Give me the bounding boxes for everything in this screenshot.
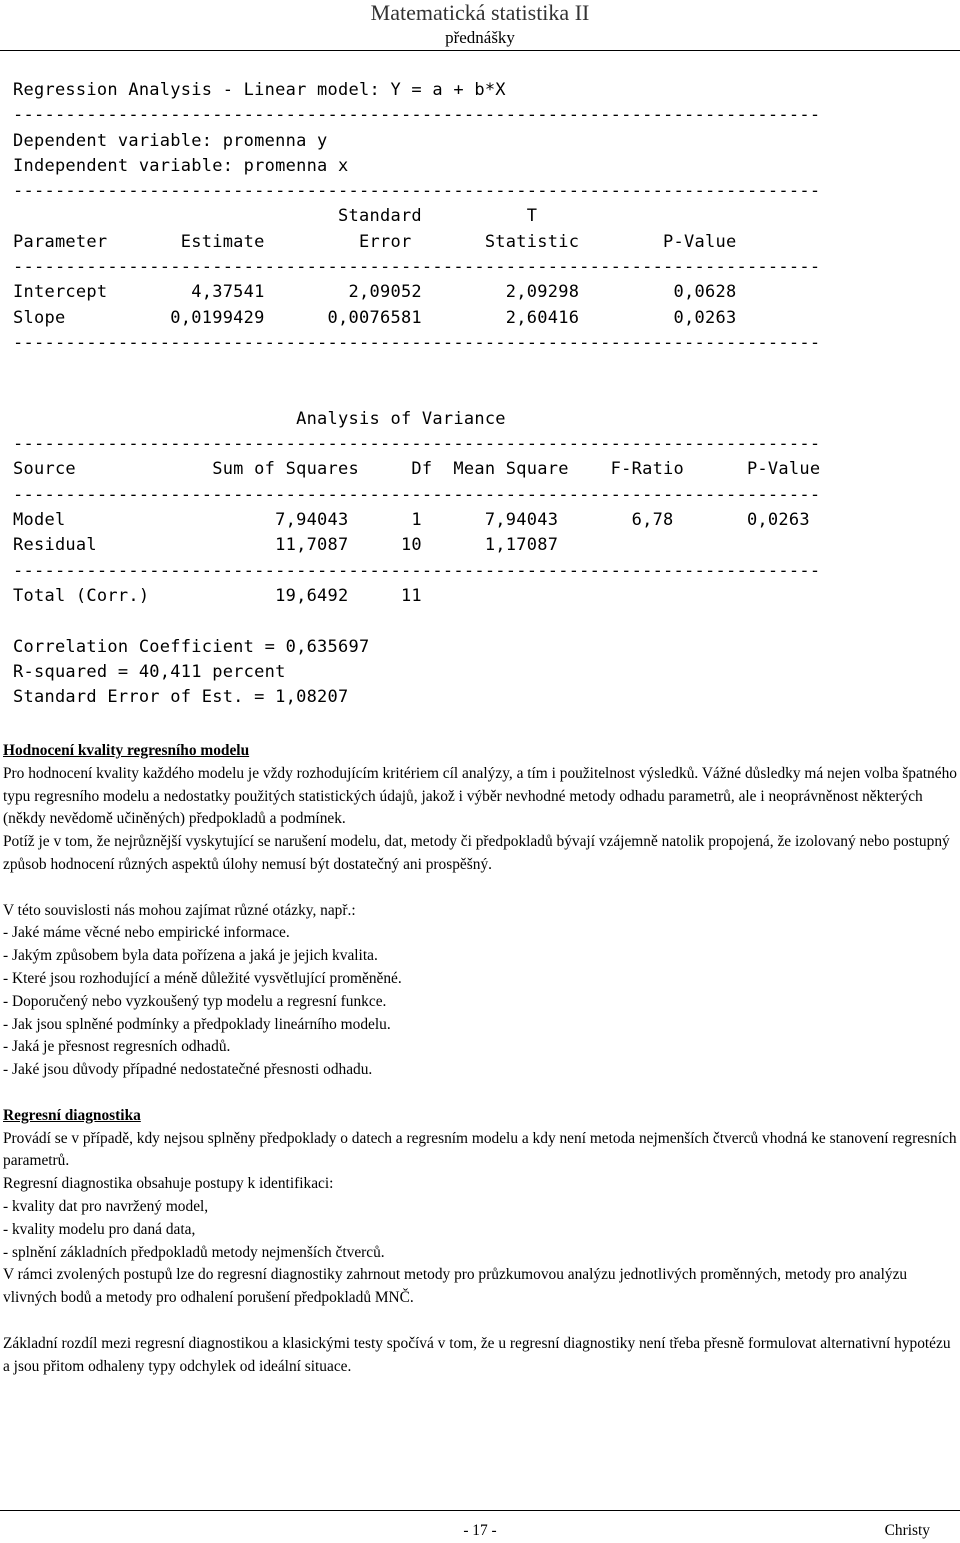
output-line: Independent variable: promenna x (13, 155, 349, 176)
list-item: - kvality dat pro navržený model, (3, 1197, 209, 1215)
paragraph: Provádí se v případě, kdy nejsou splněny předpoklady o datech a regresním modelu a kdy není metoda nejmenších čtverců vhodná ke stanovení regresních parametrů. (3, 1129, 957, 1170)
output-line: ----------------------------------------------------------------------------- (13, 257, 821, 278)
output-line: Slope 0,0199429 0,0076581 2,60416 0,0263 (13, 307, 737, 328)
footer-author: Christy (884, 1522, 930, 1539)
paragraph: Základní rozdíl mezi regresní diagnostikou a klasickými testy spočívá v tom, že u regresní diagnostiky není třeba přesně formulovat alternativní hypotézu a jsou přitom odhaleny typy odchylek od ideální situace. (3, 1334, 951, 1375)
output-line: Residual 11,7087 10 1,17087 (13, 535, 559, 556)
section-heading-quality: Hodnocení kvality regresního modelu (3, 742, 250, 759)
paragraph: V této souvislosti nás mohou zajímat různé otázky, např.: (3, 901, 356, 919)
list-item: - Jakým způsobem byla data pořízena a jaká je jejich kvalita. (3, 947, 378, 965)
output-line: Correlation Coefficient = 0,635697 (13, 636, 370, 657)
output-line: ----------------------------------------------------------------------------- (13, 105, 821, 126)
document-subtitle: přednášky (445, 28, 515, 47)
page-number: - 17 - (463, 1522, 497, 1539)
list-item: - kvality modelu pro daná data, (3, 1220, 196, 1238)
output-line (13, 356, 820, 381)
spacer (3, 1310, 958, 1333)
document-body (3, 740, 958, 1378)
output-line: Model 7,94043 1 7,94043 6,78 0,0263 (13, 510, 810, 531)
output-line (13, 609, 820, 634)
output-line: Total (Corr.) 19,6492 11 (13, 585, 422, 606)
output-line (13, 382, 820, 407)
list-item: - Jaké máme věcné nebo empirické informace. (3, 924, 290, 942)
section-heading-diagnostics: Regresní diagnostika (3, 1106, 141, 1124)
spacer (3, 1082, 958, 1105)
list-item: - Doporučený nebo vyzkoušený typ modelu a regresní funkce. (3, 992, 387, 1010)
output-line: ----------------------------------------------------------------------------- (13, 332, 821, 353)
list-item: - Které jsou rozhodující a méně důležité vysvětlující proměněné. (3, 969, 402, 987)
output-line: Intercept 4,37541 2,09052 2,09298 0,0628 (13, 282, 737, 303)
output-line: ----------------------------------------------------------------------------- (13, 434, 821, 455)
output-line: Analysis of Variance (13, 408, 506, 429)
output-line: Source Sum of Squares Df Mean Square F-Ratio P-Value (13, 459, 821, 480)
paragraph: Regresní diagnostika obsahuje postupy k identifikaci: (3, 1175, 334, 1193)
regression-output (13, 78, 820, 710)
output-line: Standard Error of Est. = 1,08207 (13, 687, 349, 708)
paragraph: V rámci zvolených postupů lze do regresní diagnostiky zahrnout metody pro průzkumovou analýzu jednotlivých proměnných, metody pro analýzu vlivných bodů a metody pro odhalení porušení předpokladů MNČ. (3, 1266, 908, 1307)
list-item: - splnění základních předpokladů metody nejmenších čtverců. (3, 1243, 385, 1261)
output-line: Standard T (13, 206, 538, 227)
document-title: Matematická statistika II (370, 0, 590, 25)
output-line: Dependent variable: promenna y (13, 130, 328, 151)
output-line: R-squared = 40,411 percent (13, 661, 286, 682)
list-item: - Jaké jsou důvody případné nedostatečné přesnosti odhadu. (3, 1061, 373, 1079)
list-item: - Jak jsou splněné podmínky a předpoklady lineárního modelu. (3, 1015, 391, 1033)
spacer (3, 877, 958, 900)
output-line: Regression Analysis - Linear model: Y = a + b*X (13, 80, 506, 100)
output-line: Parameter Estimate Error Statistic P-Value (13, 231, 737, 252)
paragraph: Pro hodnocení kvality každého modelu je vždy rozhodujícím kritériem cíl analýzy, a tím i použitelnost výsledků. Vážné důsledky má nejen volba špatného typu regresního modelu a nedostatky použitých statistických údajů, jakož i výběr nevhodné metody odhadu parametrů, ale i neoprávněnost některých (někdy nevědomě učiněných) předpokladů a podmínek. (3, 764, 957, 828)
footer-rule (0, 1510, 960, 1511)
output-line: ----------------------------------------------------------------------------- (13, 560, 821, 581)
output-line: ----------------------------------------------------------------------------- (13, 484, 821, 505)
list-item: - Jaká je přesnost regresních odhadů. (3, 1038, 231, 1056)
paragraph: Potíž je v tom, že nejrůznější vyskytující se narušení modelu, dat, metody či předpokladů bývají vzájemně natolik propojená, že izolovaný nebo postupný způsob hodnocení různých aspektů úlohy nemusí být dostatečný ani prospěšný. (3, 833, 950, 873)
header-rule (0, 50, 960, 51)
output-line: ----------------------------------------------------------------------------- (13, 181, 821, 202)
